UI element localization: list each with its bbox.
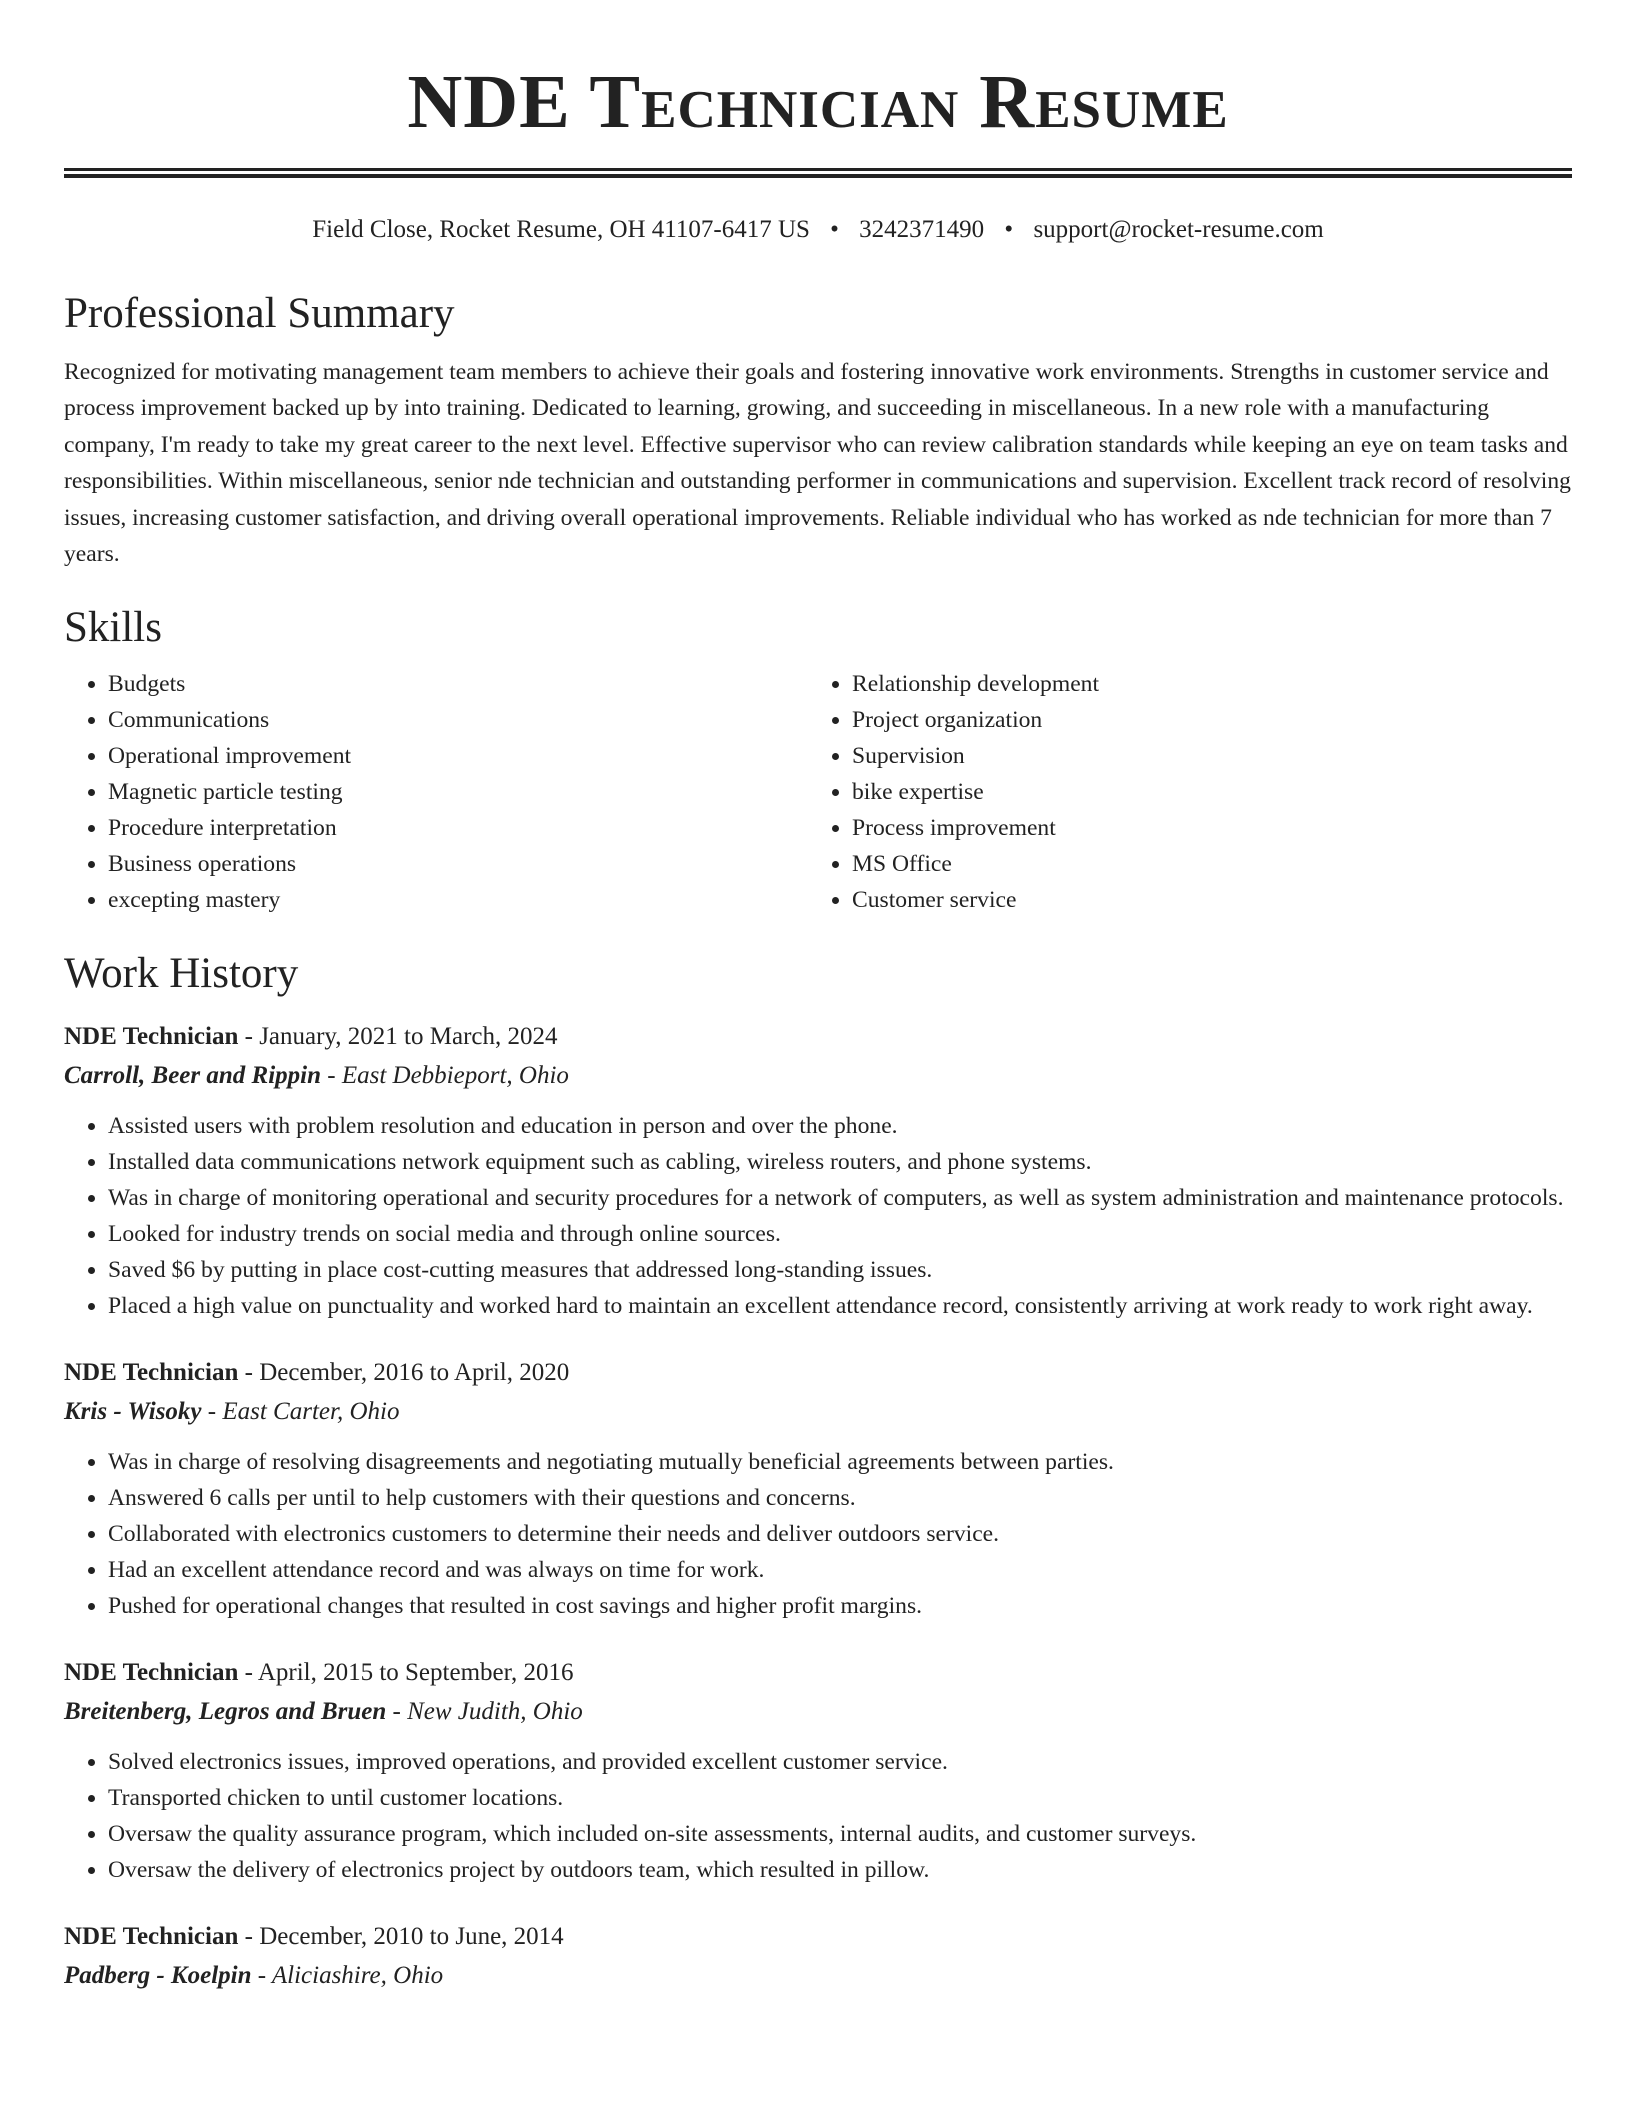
job-dates: December, 2010 to June, 2014: [259, 1923, 564, 1951]
job-entry: [64, 1918, 1572, 1996]
job-duty: • Assisted users with problem resolution and education in person and over the phone.: [108, 1108, 1572, 1144]
resume-title: NDE Technician Resume: [407, 60, 1229, 144]
contact-address: Field Close, Rocket Resume, OH 41107-6417 US: [312, 216, 810, 243]
contact-separator: •: [1004, 216, 1014, 243]
skill-item: • Supervision: [852, 738, 1552, 774]
title-double-rule: [64, 168, 1572, 178]
skills-list-left: [64, 666, 808, 918]
job-company: Padberg - Koelpin: [64, 1962, 252, 1990]
skills-heading: Skills: [64, 604, 162, 652]
skill-item: • Business operations: [108, 846, 808, 882]
job-company-line: Padberg - Koelpin - Aliciashire, Ohio: [64, 1962, 444, 1990]
job-duties-list: [64, 1744, 1572, 1888]
job-duty: • Oversaw the delivery of electronics project by outdoors team, which resulted in pillow.: [108, 1852, 1572, 1888]
job-location: Aliciashire, Ohio: [271, 1962, 444, 1990]
job-dates: January, 2021 to March, 2024: [259, 1023, 558, 1051]
skills-columns: [64, 666, 1572, 918]
job-duty: • Answered 6 calls per until to help customers with their questions and concerns.: [108, 1480, 1572, 1516]
job-duty: • Oversaw the quality assurance program, which included on-site assessments, internal audits, and customer surveys.: [108, 1816, 1572, 1852]
job-duty: • Solved electronics issues, improved operations, and provided excellent customer service.: [108, 1744, 1572, 1780]
job-dates: December, 2016 to April, 2020: [259, 1359, 570, 1387]
job-company: Breitenberg, Legros and Bruen: [64, 1698, 387, 1726]
job-title-line: NDE Technician - January, 2021 to March, 2024: [64, 1023, 558, 1051]
job-title-line: NDE Technician - April, 2015 to September, 2016: [64, 1659, 574, 1687]
job-title: NDE Technician: [64, 1923, 239, 1951]
skill-item: • bike expertise: [852, 774, 1552, 810]
job-duty: • Saved $6 by putting in place cost-cutting measures that addressed long-standing issues.: [108, 1252, 1572, 1288]
job-location: East Debbieport, Ohio: [341, 1062, 569, 1090]
job-location: New Judith, Ohio: [407, 1698, 583, 1726]
skill-item: • excepting mastery: [108, 882, 808, 918]
job-duty: • Was in charge of resolving disagreements and negotiating mutually beneficial agreements between parties.: [108, 1444, 1572, 1480]
job-entry: [64, 1018, 1572, 1324]
summary-text: Recognized for motivating management team members to achieve their goals and fostering innovative work environments. Strengths in customer service and process improvement backed up by into training. Dedicated to learning, growing, and succeeding in miscellaneous. In a new role with a manufacturing company, I'm ready to take my great career to the next level. Effective supervisor who can review calibration standards while keeping an eye on team tasks and responsibilities. Within miscellaneous, senior nde technician and outstanding performer in communications and supervision. Excellent track record of resolving issues, increasing customer satisfaction, and driving overall operational improvements. Reliable individual who has worked as nde technician for more than 7 years.: [64, 359, 1571, 568]
job-dates: April, 2015 to September, 2016: [257, 1659, 574, 1687]
skill-item: • Process improvement: [852, 810, 1552, 846]
work-history-heading: Work History: [64, 950, 299, 998]
skill-item: • Magnetic particle testing: [108, 774, 808, 810]
job-company-line: Carroll, Beer and Rippin - East Debbieport, Ohio: [64, 1062, 569, 1090]
skill-item: • MS Office: [852, 846, 1552, 882]
job-title: NDE Technician: [64, 1659, 239, 1687]
job-company: Kris - Wisoky: [64, 1398, 202, 1426]
job-company-line: Breitenberg, Legros and Bruen - New Judith, Ohio: [64, 1698, 583, 1726]
summary-heading: Professional Summary: [64, 290, 455, 337]
job-duty: • Placed a high value on punctuality and worked hard to maintain an excellent attendance record, consistently arriving at work ready to work right away.: [108, 1288, 1572, 1324]
job-duties-list: [64, 1444, 1572, 1624]
skill-item: • Relationship development: [852, 666, 1552, 702]
skills-list-right: [808, 666, 1552, 918]
skill-item: • Communications: [108, 702, 808, 738]
skill-item: • Operational improvement: [108, 738, 808, 774]
job-company: Carroll, Beer and Rippin: [64, 1062, 321, 1090]
job-duty: • Installed data communications network equipment such as cabling, wireless routers, and phone systems.: [108, 1144, 1572, 1180]
job-title: NDE Technician: [64, 1359, 239, 1387]
resume-page: [64, 56, 1572, 1996]
job-duty: • Transported chicken to until customer locations.: [108, 1780, 1572, 1816]
job-title: NDE Technician: [64, 1023, 239, 1051]
job-duties-list: [64, 1108, 1572, 1324]
job-title-line: NDE Technician - December, 2010 to June, 2014: [64, 1923, 564, 1951]
skill-item: • Budgets: [108, 666, 808, 702]
job-location: East Carter, Ohio: [222, 1398, 400, 1426]
skill-item: • Customer service: [852, 882, 1552, 918]
job-title-line: NDE Technician - December, 2016 to April, 2020: [64, 1359, 570, 1387]
job-duty: • Collaborated with electronics customers to determine their needs and deliver outdoors service.: [108, 1516, 1572, 1552]
contact-email: support@rocket-resume.com: [1033, 216, 1324, 243]
contact-line: [64, 214, 1572, 246]
job-entry: [64, 1654, 1572, 1888]
skill-item: • Project organization: [852, 702, 1552, 738]
job-duty: • Looked for industry trends on social media and through online sources.: [108, 1216, 1572, 1252]
job-duty: • Pushed for operational changes that resulted in cost savings and higher profit margins.: [108, 1588, 1572, 1624]
skill-item: • Procedure interpretation: [108, 810, 808, 846]
job-duty: • Was in charge of monitoring operational and security procedures for a network of computers, as well as system administration and maintenance protocols.: [108, 1180, 1572, 1216]
job-entry: [64, 1354, 1572, 1624]
job-duty: • Had an excellent attendance record and was always on time for work.: [108, 1552, 1572, 1588]
contact-phone: 3242371490: [859, 216, 985, 243]
contact-separator: •: [830, 216, 839, 243]
job-company-line: Kris - Wisoky - East Carter, Ohio: [64, 1398, 400, 1426]
